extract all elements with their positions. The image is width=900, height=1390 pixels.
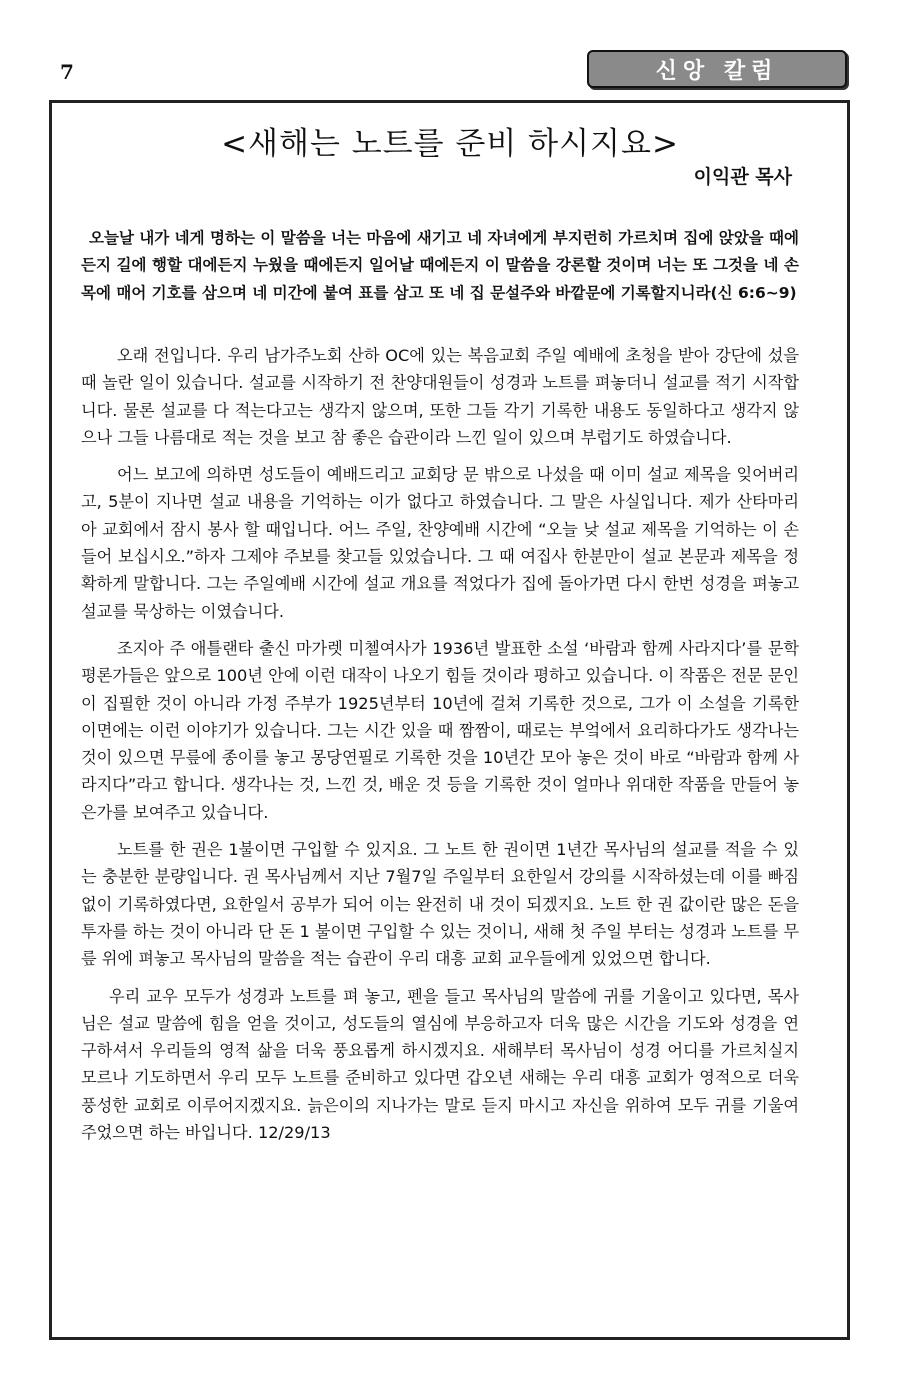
body-paragraph: 노트를 한 권은 1불이면 구입할 수 있지요. 그 노트 한 권이면 1년간 목사님의 설교를 적을 수 있는 충분한 분량입니다. 권 목사님께서 지난 7월7일 주일부터 요한일서 강의를 시작하셨는데 이를 빠짐없이 기록하였다면, 요한일서 공부가 되어 이는 완전히 내 것이 되겠지요. 노트 한 권 값이란 많은 돈을 투자를 하는 것이 아니라 단 돈 1 불이면 구입할 수 있는 것이니, 새해 첫 주일 부터는 성경과 노트를 무릎 위에 펴놓고 목사님의 말씀을 적는 습관이 우리 대흥 교회 교우들에게 있었으면 합니다. xyxy=(81,840,799,969)
page-number: 7 xyxy=(60,60,74,84)
body-paragraph: 우리 교우 모두가 성경과 노트를 펴 놓고, 펜을 들고 목사님의 말씀에 귀를 기울이고 있다면, 목사님은 설교 말씀에 힘을 얻을 것이고, 성도들의 열심에 부응하고자 더욱 많은 시간을 기도와 성경을 연구하셔서 우리들의 영적 삶을 더욱 풍요롭게 하시겠지요. 새해부터 목사님이 성경 어디를 가르치실지 모르나 기도하면서 우리 모두 노트를 준비하고 있다면 갑오년 새해는 우리 대흥 교회가 영적으로 더욱 풍성한 교회로 이루어지겠지요. 늙은이의 지나가는 말로 듣지 마시고 자신을 위하여 모두 귀를 기울여 주었으면 하는 바입니다. 12/29/13 xyxy=(81,986,799,1143)
article-author: 이익관 목사 xyxy=(693,166,792,188)
article-body xyxy=(81,342,799,1156)
section-title-tab: 신앙 칼럼 xyxy=(587,50,847,88)
scripture-quote: 오늘날 내가 네게 명하는 이 말씀을 너는 마음에 새기고 네 자녀에게 부지런히 가르치며 집에 앉았을 때에든지 길에 행할 대에든지 누웠을 때에든지 일어날 때에든지 이 말씀을 강론할 것이며 너는 또 그것을 네 손목에 매어 기호를 삼으며 네 미간에 붙여 표를 삼고 또 네 집 문설주와 바깥문에 기록할지니라(신 6:6~9) xyxy=(81,229,799,302)
article-title: <새해는 노트를 준비 하시지요> xyxy=(221,126,679,162)
body-paragraph: 오래 전입니다. 우리 남가주노회 산하 OC에 있는 복음교회 주일 예배에 초청을 받아 강단에 섰을 때 놀란 일이 있습니다. 설교를 시작하기 전 찬양대원들이 성경과 노트를 펴놓더니 설교를 적기 시작합니다. 물론 설교를 다 적는다고는 생각지 않으며, 또한 그들 각기 기록한 내용도 동일하다고 생각지 않으나 그들 나름대로 적는 것을 보고 참 좋은 습관이라 느낀 일이 있으며 부럽기도 하였습니다. xyxy=(81,346,799,447)
body-paragraph: 어느 보고에 의하면 성도들이 예배드리고 교회당 문 밖으로 나섰을 때 이미 설교 제목을 잊어버리고, 5분이 지나면 설교 내용을 기억하는 이가 없다고 하였습니다. 그 말은 사실입니다. 제가 산타마리아 교회에서 잠시 봉사 할 때입니다. 어느 주일, 찬양예배 시간에 “오늘 낮 설교 제목을 기억하는 이 손들어 보십시오.”하자 그제야 주보를 찾고들 있었습니다. 그 때 여집사 한분만이 설교 본문과 제목을 정확하게 말합니다. 그는 주일예배 시간에 설교 개요를 적었다가 집에 돌아가면 다시 한번 성경을 펴놓고 설교를 묵상하는 이였습니다. xyxy=(81,465,799,621)
body-paragraph: 조지아 주 애틀랜타 출신 마가렛 미첼여사가 1936년 발표한 소설 ‘바람과 함께 사라지다’를 문학 평론가들은 앞으로 100년 안에 이런 대작이 나오기 힘들 것이라 평하고 있습니다. 이 작품은 전문 문인이 집필한 것이 아니라 가정 주부가 1925년부터 10년에 걸쳐 기록한 것으로, 그가 이 소설을 기록한 이면에는 이런 이야기가 있습니다. 그는 시간 있을 때 짬짬이, 때로는 부엌에서 요리하다가도 생각나는 것이 있으면 무릎에 종이를 놓고 몽당연필로 기록한 것을 10년간 모아 놓은 것이 바로 “바람과 함께 사라지다”라고 합니다. 생각나는 것, 느낀 것, 배운 것 등을 기록한 것이 얼마나 위대한 작품을 만들어 놓은가를 보여주고 있습니다. xyxy=(81,638,799,822)
